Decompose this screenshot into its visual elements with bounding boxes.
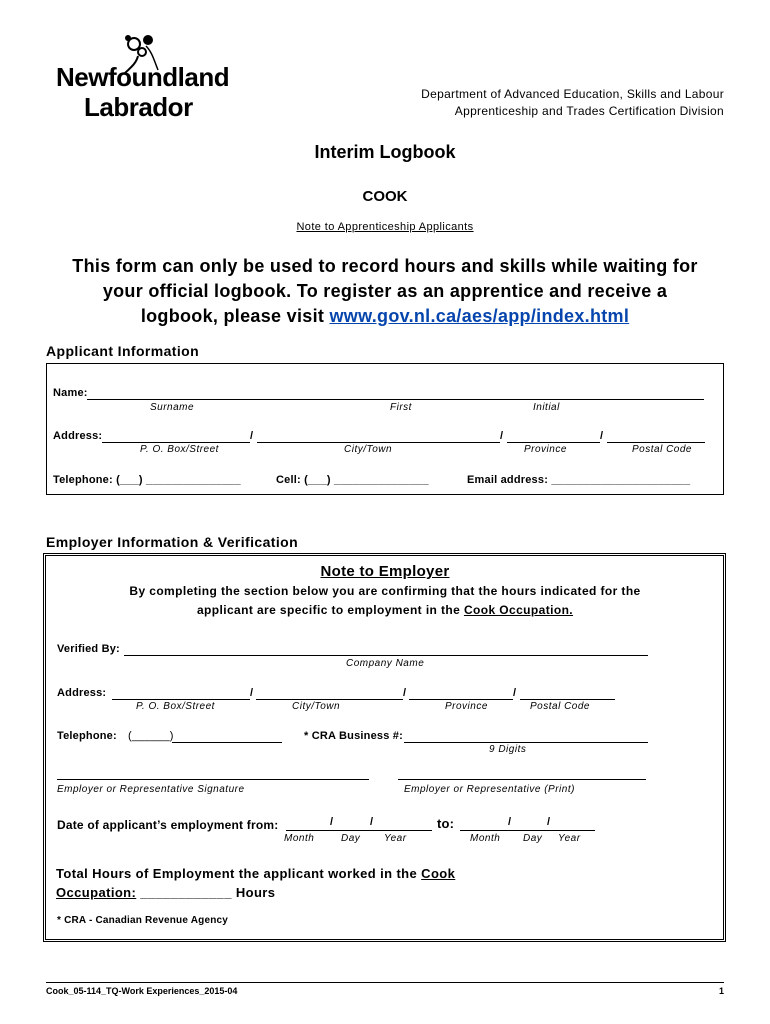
trade-title: COOK (362, 188, 408, 205)
from-month-caption: Month (284, 833, 315, 844)
province-caption: Province (524, 444, 567, 455)
form-id: Cook_05-114_TQ-Work Experiences_2015-04 (46, 986, 238, 996)
page-title: Interim Logbook (314, 142, 456, 162)
print-caption: Employer or Representative (Print) (404, 784, 575, 795)
initial-caption: Initial (533, 402, 560, 413)
applicant-cell-field[interactable]: Cell: (___) _______________ (276, 474, 429, 486)
note-to-applicants: Note to Apprenticeship Applicants (296, 221, 474, 233)
applicant-address-label: Address: (53, 430, 103, 442)
employer-note-line-2: applicant are specific to employment in the Cook Occupation. (196, 603, 574, 617)
applicant-city-input[interactable] (257, 442, 500, 443)
employer-signature-input[interactable] (57, 779, 369, 780)
po-box-caption: P. O. Box/Street (140, 444, 219, 455)
department-name: Department of Advanced Education, Skills and Labour (421, 87, 724, 101)
employer-section-heading: Employer Information & Verification (46, 534, 299, 550)
to-day-caption: Day (523, 833, 543, 844)
employment-to-date-input[interactable] (460, 830, 595, 831)
employer-postal-input[interactable] (520, 699, 615, 700)
surname-caption: Surname (150, 402, 195, 413)
to-year-caption: Year (558, 833, 581, 844)
to-month-caption: Month (470, 833, 501, 844)
employment-from-date-input[interactable] (286, 830, 432, 831)
page-number: 1 (718, 986, 724, 996)
verified-by-label: Verified By: (57, 643, 120, 655)
applicant-province-input[interactable] (507, 442, 600, 443)
employer-province-caption: Province (445, 701, 488, 712)
company-name-caption: Company Name (346, 658, 425, 669)
employer-po-box-caption: P. O. Box/Street (136, 701, 215, 712)
total-hours-field[interactable] (56, 864, 455, 902)
department-header (421, 86, 724, 120)
division-name: Apprenticeship and Trades Certification Division (454, 104, 724, 118)
city-caption: City/Town (344, 444, 393, 455)
employer-telephone-label: Telephone: (57, 730, 117, 742)
note-to-employer-body (60, 582, 710, 620)
postal-caption: Postal Code (632, 444, 692, 455)
from-day-caption: Day (341, 833, 361, 844)
employer-print-name-input[interactable] (398, 779, 646, 780)
employer-postal-caption: Postal Code (530, 701, 590, 712)
applicant-name-label: Name: (53, 387, 88, 399)
employer-telephone-input[interactable] (172, 742, 282, 743)
notice-line-1: This form can only be used to record hours and skills while waiting for (72, 256, 698, 276)
first-caption: First (390, 402, 412, 413)
notice-line-2: your official logbook. To register as an apprentice and receive a (102, 281, 668, 301)
applicant-section-heading: Applicant Information (46, 343, 200, 359)
applicant-email-field[interactable]: Email address: ______________________ (467, 474, 691, 486)
footer-divider (46, 982, 724, 983)
logo-text-newfoundland: Newfoundland (56, 62, 230, 92)
cra-business-label: * CRA Business #: (304, 730, 403, 742)
employer-telephone-area[interactable]: (______) (128, 730, 174, 742)
employment-date-label: Date of applicant’s employment from: (57, 818, 279, 832)
cra-business-input[interactable] (404, 742, 648, 743)
from-year-caption: Year (384, 833, 407, 844)
employer-note-line-1: By completing the section below you are confirming that the hours indicated for the (129, 584, 641, 598)
applicant-telephone-field[interactable]: Telephone: (___) _______________ (53, 474, 241, 486)
employer-po-box-input[interactable] (112, 699, 250, 700)
cra-footnote: * CRA - Canadian Revenue Agency (57, 915, 229, 926)
note-to-employer-title: Note to Employer (320, 563, 450, 580)
applicant-name-input[interactable] (87, 399, 704, 400)
total-hours-line-1: Total Hours of Employment the applicant worked in the Cook (56, 866, 456, 881)
notice-line-3: logbook, please visit www.gov.nl.ca/aes/app/index.html (140, 306, 630, 326)
employer-province-input[interactable] (409, 699, 513, 700)
nine-digits-caption: 9 Digits (489, 744, 527, 755)
logo-text-labrador: Labrador (84, 92, 193, 122)
verified-by-input[interactable] (124, 655, 648, 656)
to-label: to: (437, 816, 455, 831)
employer-city-caption: City/Town (292, 701, 341, 712)
registration-notice (0, 254, 770, 329)
applicant-po-box-input[interactable] (102, 442, 250, 443)
total-hours-line-2: Occupation: ____________ Hours (56, 885, 276, 900)
employer-city-input[interactable] (256, 699, 403, 700)
employer-address-label: Address: (57, 687, 107, 699)
signature-caption: Employer or Representative Signature (57, 784, 245, 795)
applicant-postal-input[interactable] (607, 442, 705, 443)
registration-link[interactable]: www.gov.nl.ca/aes/app/index.html (329, 306, 630, 326)
